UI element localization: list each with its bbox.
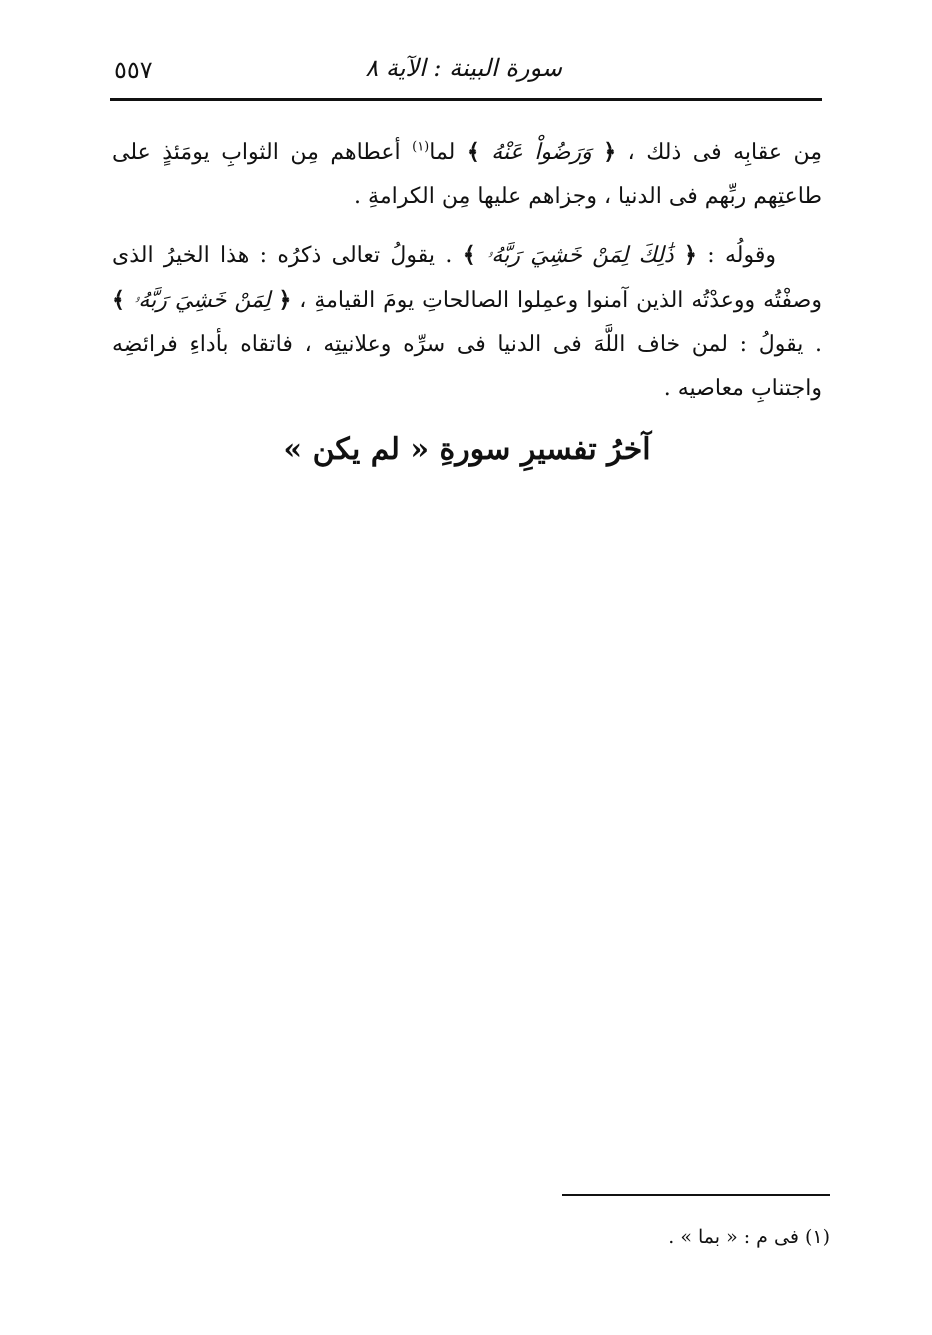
quran-close-bracket: ﴾ (462, 242, 476, 268)
quran-open-bracket: ﴿ (684, 242, 697, 268)
paragraph-1-text-a: مِن عقابِه فى ذلك ، (616, 140, 823, 165)
paragraph-2-text-a: وقولُه : (696, 243, 776, 268)
paragraph-2-text-b: . يقولُ تعالى ذكرُه : هذا الخيرُ الذى وصفْتُه ووعدْتُه الذين آمنوا وعمِلوا الصالحاتِ يومَ القيامةِ ، (112, 243, 822, 313)
closing-title: آخرُ تفسيرِ سورةِ « لم يكن » (283, 432, 651, 467)
footnote-rule (562, 1194, 830, 1196)
main-text (112, 130, 822, 425)
footnote-reference: (١) (412, 139, 430, 155)
page-number: ٥٥٧ (114, 56, 153, 84)
quran-quote: ذَٰلِكَ لِمَنْ خَشِيَ رَبَّهُۥ (475, 243, 685, 268)
quran-close-bracket: ﴾ (112, 287, 125, 313)
paragraph-1-text-c: أعطاهم مِن الثوابِ يومَئذٍ على طاعتِهم ربِّهم فى الدنيا ، وجزاهم عليها مِن الكرامةِ . (112, 140, 822, 209)
quran-open-bracket: ﴿ (603, 139, 617, 165)
running-header (112, 52, 822, 92)
quran-close-bracket: ﴾ (466, 139, 480, 165)
running-header-title: سورة البينة : الآية ٨ (365, 54, 562, 82)
quran-quote: وَرَضُواْ عَنْهُ (479, 140, 604, 165)
paragraph-1-text-b: لما (429, 140, 467, 165)
paragraph-2 (112, 233, 822, 411)
paragraph-2-text-c: . يقولُ : لمن خاف اللَّهَ فى الدنيا فى سرِّه وعلانيتِه ، فاتقاه بأداءِ فرائضِه واجتنابِ معاصيه . (112, 332, 822, 401)
quran-open-bracket: ﴿ (278, 287, 292, 313)
paragraph-1 (112, 130, 822, 219)
quran-quote: لِمَنْ خَشِيَ رَبَّهُۥ (124, 288, 279, 313)
footnote: (١) فى م : « بما » . (668, 1226, 830, 1248)
header-rule (110, 98, 822, 101)
